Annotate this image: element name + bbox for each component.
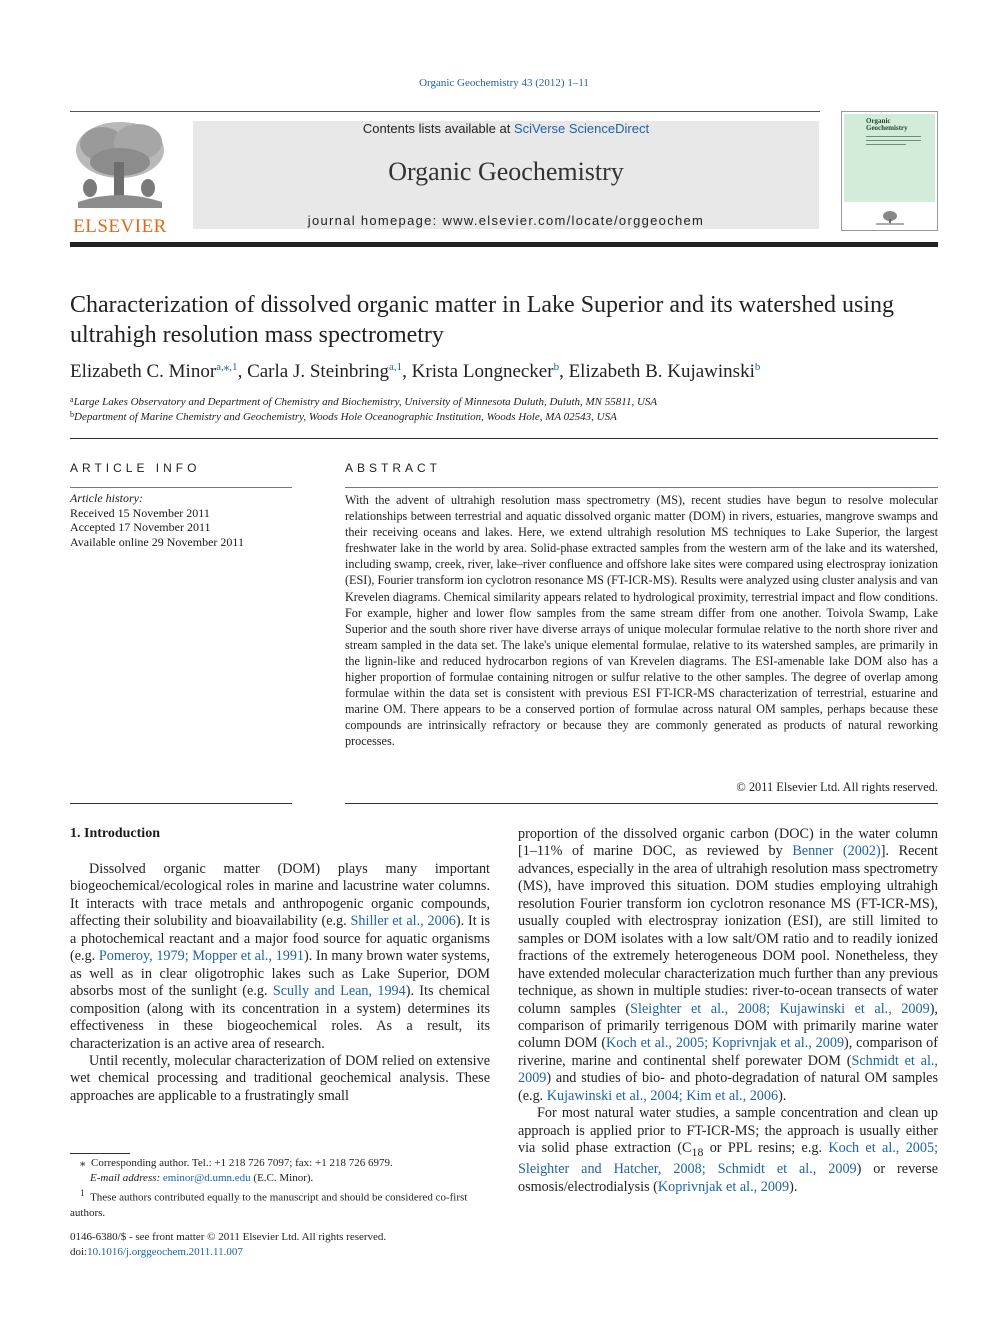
- citation-link[interactable]: Koprivnjak et al., 2009: [657, 1178, 790, 1195]
- author-list: Elizabeth C. Minor$^{a,⁎,1}$, Carla J. Steinbring$^{a,1}$, Krista Longnecker$^b$, Elizabeth B. Kujawinski$^b$: [70, 361, 761, 382]
- author-name: Elizabeth C. Minor: [70, 361, 217, 382]
- contents-line: Contents lists available at SciVerse ScienceDirect: [362, 121, 650, 136]
- article-info-heading: ARTICLE INFO: [70, 461, 201, 475]
- divider: [345, 803, 938, 804]
- journal-cover-thumbnail: [841, 111, 938, 231]
- cover-line: [866, 136, 921, 137]
- author-affiliation-mark[interactable]: a,⁎,1: [216, 361, 238, 373]
- cover-title: Organic Geochemistry: [866, 117, 908, 132]
- divider: [345, 487, 938, 488]
- citation-link[interactable]: Shiller et al., 2006: [350, 913, 456, 930]
- journal-title: Organic Geochemistry: [388, 157, 624, 186]
- abstract-heading: ABSTRACT: [345, 461, 442, 475]
- body-column-left: [70, 861, 490, 1105]
- doi-line: doi:10.1016/j.orggeochem.2011.11.007: [70, 1246, 243, 1258]
- citation-link[interactable]: Koch et al., 2005; Koprivnjak et al., 2009: [606, 1035, 845, 1052]
- author-affiliation-mark[interactable]: b: [553, 361, 560, 373]
- email-link[interactable]: eminor@d.umn.edu: [162, 1172, 251, 1184]
- author-affiliation-mark[interactable]: a,1: [389, 361, 403, 373]
- author-name: Elizabeth B. Kujawinski: [568, 361, 755, 382]
- section-heading-introduction: 1. Introduction: [70, 826, 160, 841]
- cover-line: [866, 140, 921, 141]
- citation-link[interactable]: Benner (2002): [792, 843, 881, 860]
- citation-link[interactable]: Kujawinski et al., 2004; Kim et al., 2006: [546, 1087, 779, 1104]
- page-bottom-info: [70, 1230, 490, 1260]
- header-rule: [70, 111, 820, 112]
- sciencedirect-link[interactable]: SciVerse ScienceDirect: [513, 121, 650, 136]
- cover-publisher-icon: [870, 210, 910, 226]
- divider: [70, 803, 292, 804]
- article-title: Characterization of dissolved organic matter in Lake Superior and its watershed using ultrahigh resolution mass spectrometry: [70, 292, 894, 348]
- journal-homepage: journal homepage: www.elsevier.com/locate/orggeochem: [307, 213, 705, 228]
- doi-link[interactable]: 10.1016/j.orggeochem.2011.11.007: [87, 1246, 243, 1258]
- journal-banner: [193, 121, 819, 229]
- citation-link[interactable]: Scully and Lean, 1994: [272, 983, 406, 1000]
- cover-line: [866, 144, 906, 145]
- footnote-corresponding: ⁎ Corresponding author. Tel.: +1 218 726 7097; fax: +1 218 726 6979.: [80, 1157, 393, 1169]
- citation-link[interactable]: Sleighter et al., 2008; Kujawinski et al., 2009: [630, 1000, 930, 1017]
- history-heading: Article history:: [70, 491, 143, 505]
- paragraph: Dissolved organic matter (DOM) plays many important biogeochemical/ecological roles in marine and lacustrine water columns. It interacts with trace metals and anthropogenic organic compounds, affecting their solubility and bioavailability (e.g. Shiller et al., 2006). It is a photochemical reactant and a major food source for aquatic organisms (e.g. Pomeroy, 1979; Mopper et al., 1991). In many brown water systems, as well as in clear oligotrophic lakes such as Lake Superior, DOM absorbs most of the sunlight (e.g. Scully and Lean, 1994). Its chemical composition (along with its concentration in a system) determines its effectiveness in these biogeochemical roles. As a result, its characterization is an active area of research.: [70, 861, 491, 1052]
- footnote-equal-contribution: $^1$ These authors contributed equally to the manuscript and should be considered co-first authors.: [70, 1188, 468, 1219]
- divider: [70, 487, 292, 488]
- body-column-right: [518, 826, 938, 1196]
- footnote-rule: [70, 1153, 130, 1154]
- affiliation-a: $^a$Large Lakes Observatory and Department of Chemistry and Biochemistry, University of Minnesota Duluth, Duluth, MN 55811, USA: [70, 395, 658, 408]
- citation-link[interactable]: Schmidt et al., 2009: [518, 1052, 938, 1087]
- author-name: Carla J. Steinbring: [247, 361, 390, 382]
- abstract-copyright: © 2011 Elsevier Ltd. All rights reserved.: [736, 780, 938, 794]
- divider: [70, 438, 938, 439]
- header-thick-rule: [70, 242, 938, 247]
- received-date: Received 15 November 2011: [70, 505, 210, 520]
- citation-link[interactable]: Koch et al., 2005; Sleighter and Hatcher, 2008; Schmidt et al., 2009: [518, 1140, 939, 1178]
- author-name: Krista Longnecker: [411, 361, 554, 382]
- elsevier-logo: [68, 118, 172, 237]
- journal-citation-link[interactable]: Organic Geochemistry 43 (2012) 1–11: [419, 77, 589, 89]
- affiliation-b: $^b$Department of Marine Chemistry and Geochemistry, Woods Hole Oceanographic Institution, Woods Hole, MA 02543, USA: [70, 410, 617, 423]
- elsevier-wordmark: ELSEVIER: [73, 216, 167, 237]
- abstract-text: With the advent of ultrahigh resolution mass spectrometry (MS), recent studies have begun to resolve molecular relationships between terrestrial and aquatic dissolved organic matter (DOM) in rivers, estuaries, mangrove swamps and their receiving oceans and lakes. Here, we extend ultrahigh resolution MS techniques to Lake Superior, the largest freshwater lake in the world by area. Solid-phase extracted samples from the western arm of the lake and its watershed, including swamp, creek, river, lake–river confluence and offshore lake sites were compared using electrospray ionization (ESI), Fourier transform ion cyclotron resonance MS (FT-ICR-MS). Results were analyzed using cluster analysis and van Krevelen diagrams. Chemical similarity appears related to hydrological proximity, terrestrial impact and flow conditions. For example, higher and lower flow samples from the same stream differ from one another. Toivola Swamp, Lake Superior and the south shore river have diverse arrays of unique molecular formulae relative to the north shore river and stream sampled in the data set. The lake's unique elemental formulae, relative to its watershed samples, are primarily in the lignin-like and reduced hydrocarbon regions of van Krevelen diagrams. The ESI-amenable lake DOM also has a higher proportion of formulae containing nitrogen or sulfur relative to the other samples. The degree of overlap among formulae within the data set is consistent with previous ESI FT-ICR-MS characterization of terrestrial, estuarine and marine OM. There appears to be a conserved portion of formulae across natural OM samples, perhaps because these compounds are intrinsically refractory or because they are commonly generated as products of natural reworking processes.: [345, 493, 938, 749]
- footnotes: [70, 1156, 490, 1221]
- online-date: Available online 29 November 2011: [70, 534, 244, 549]
- paragraph: Until recently, molecular characterization of DOM relied on extensive wet chemical processing and traditional geochemical analysis. These approaches are applicable to a frustratingly small: [70, 1052, 490, 1104]
- accepted-date: Accepted 17 November 2011: [70, 520, 211, 534]
- article-history: [70, 491, 292, 549]
- paragraph: proportion of the dissolved organic carbon (DOC) in the water column [1–11% of marine DOC, as reviewed by Benner (2002)]. Recent advances, especially in the area of ultrahigh resolution mass spectrometry (MS), have improved this situation. DOM studies employing ultrahigh resolution Fourier transform ion cyclotron resonance MS (FT-ICR-MS), usually coupled with electrospray ionization (ESI), are still limited to samples or DOM isolates with a low salt/OM ratio and to readily ionized fractions of the extremely heterogeneous DOM pool. Nonetheless, they have extended molecular characterization much further than any previous technique, as shown in multiple studies: river-to-ocean transects of water column samples (Sleighter et al., 2008; Kujawinski et al., 2009), comparison of primarily terrigenous DOM with primarily marine water column DOM (Koch et al., 2005; Koprivnjak et al., 2009), comparison of riverine, marine and continental shelf porewater DOM (Schmidt et al., 2009) and studies of bio- and photo-degradation of natural OM samples (e.g. Kujawinski et al., 2004; Kim et al., 2006).: [518, 826, 938, 1104]
- citation-link[interactable]: Pomeroy, 1979; Mopper et al., 1991: [98, 948, 305, 965]
- elsevier-tree-icon: [68, 118, 172, 210]
- footnote-email: E-mail address: eminor@d.umn.edu (E.C. Minor).: [90, 1172, 314, 1184]
- paragraph: For most natural water studies, a sample concentration and clean up approach is applied prior to FT-ICR-MS; the approach is usually either via solid phase extraction ($C_{18}$ or PPL resins; e.g. Koch et al., 2005; Sleighter and Hatcher, 2008; Schmidt et al., 2009) or reverse osmosis/electrodialysis (Koprivnjak et al., 2009).: [518, 1105, 939, 1195]
- author-affiliation-mark[interactable]: b: [754, 361, 761, 373]
- issn-line: 0146-6380/$ - see front matter © 2011 Elsevier Ltd. All rights reserved.: [70, 1231, 387, 1243]
